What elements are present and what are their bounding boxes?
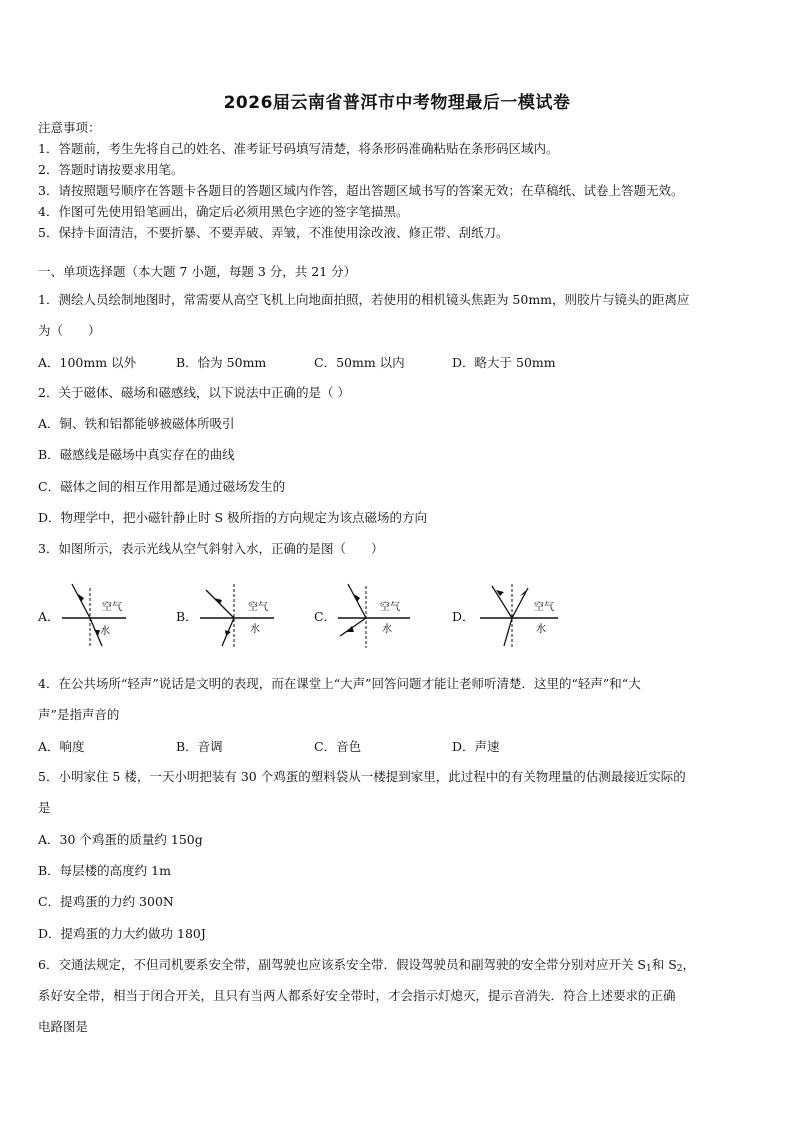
section-heading: 一、单项选择题（本大题 7 小题，每题 3 分，共 21 分）	[38, 264, 357, 279]
q5-option-a: A．30 个鸡蛋的质量约 150g	[38, 832, 203, 847]
question-1-stem: 1．测绘人员绘制地图时，常需要从高空飞机上向地面拍照，若使用的相机镜头焦距为 50mm，则胶片与镜头的距离应	[38, 292, 690, 307]
q4-option-c: C．音色	[314, 739, 362, 754]
q1-option-a: A．100mm 以外	[38, 355, 137, 370]
q4-option-d: D．声速	[452, 739, 500, 754]
q3-option-c-label: C．	[314, 609, 337, 624]
q3-option-a-label: A．	[38, 609, 60, 624]
q6-text-part1: 6．交通法规定，不但司机要系安全带，副驾驶也应该系安全带．假设驾驶员和副驾驶的安全带分别对应开关 S	[38, 957, 646, 972]
q3-diagram-b	[198, 580, 278, 650]
question-6-stem-cont: 系好安全带，相当于闭合开关，且只有当两人都系好安全带时，才会指示灯熄灭，提示音消失．符合上述要求的正确	[38, 988, 676, 1003]
q5-option-d: D．提鸡蛋的力大约做功 180J	[38, 926, 206, 941]
q3-diagram-d	[478, 580, 563, 650]
notice-item: 3．请按照题号顺序在答题卡各题目的答题区域内作答，超出答题区域书写的答案无效；在草稿纸、试卷上答题无效。	[38, 183, 684, 198]
q2-option-d: D．物理学中，把小磁针静止时 S 极所指的方向规定为该点磁场的方向	[38, 510, 428, 525]
notice-item: 4．作图可先使用铅笔画出，确定后必须用黑色字迹的签字笔描黑。	[38, 204, 409, 219]
q3-diagram-a	[60, 580, 135, 650]
q6-text-part3: ，	[682, 957, 696, 972]
question-5-stem-cont: 是	[38, 800, 51, 815]
question-6-stem-cont2: 电路图是	[38, 1019, 89, 1034]
q3-diagram-c	[336, 580, 416, 650]
q1-option-d: D．略大于 50mm	[452, 355, 556, 370]
question-3-stem: 3．如图所示，表示光线从空气斜射入水，正确的是图（ ）	[38, 541, 384, 556]
notice-heading: 注意事项：	[38, 120, 101, 135]
air-label: 空气	[534, 602, 554, 613]
page-title: 2026届云南省普洱市中考物理最后一模试卷	[223, 93, 571, 113]
q6-text-part2: 和 S	[651, 957, 677, 972]
question-4-stem: 4．在公共场所“轻声”说话是文明的表现，而在课堂上“大声”回答问题才能让老师听清楚．这里的“轻声”和“大	[38, 676, 641, 691]
q6-sub-2: 2	[676, 964, 683, 974]
q5-option-c: C．提鸡蛋的力约 300N	[38, 894, 174, 909]
q6-sub-1: 1	[646, 964, 652, 974]
q3-option-d-label: D．	[452, 609, 475, 624]
air-label: 空气	[102, 602, 122, 613]
question-4-stem-cont: 声”是指声音的	[38, 707, 120, 722]
water-label: 水	[382, 624, 392, 635]
water-label: 水	[100, 626, 110, 637]
q4-option-b: B．音调	[176, 739, 223, 754]
air-label: 空气	[380, 602, 400, 613]
q2-option-a: A．铜、铁和铝都能够被磁体所吸引	[38, 416, 235, 431]
question-2-stem: 2．关于磁体、磁场和磁感线，以下说法中正确的是（ ）	[38, 385, 350, 400]
q2-option-c: C．磁体之间的相互作用都是通过磁场发生的	[38, 479, 286, 494]
notice-item: 2．答题时请按要求用笔。	[38, 162, 184, 177]
notice-item: 5．保持卡面清洁，不要折暴、不要弄破、弄皱，不准使用涂改液、修正带、刮纸刀。	[38, 225, 509, 240]
q2-option-b: B．磁感线是磁场中真实存在的曲线	[38, 447, 235, 462]
q4-option-a: A．响度	[38, 739, 85, 754]
question-6-stem	[38, 957, 695, 977]
notice-item: 1．答题前，考生先将自己的姓名、准考证号码填写清楚，将条形码准确粘贴在条形码区域内。	[38, 141, 559, 156]
q3-option-b-label: B．	[176, 609, 198, 624]
q1-option-c: C．50mm 以内	[314, 355, 405, 370]
q5-option-b: B．每层楼的高度约 1m	[38, 863, 171, 878]
water-label: 水	[250, 624, 260, 635]
water-label: 水	[536, 624, 546, 635]
q1-option-b: B．恰为 50mm	[176, 355, 267, 370]
question-5-stem: 5．小明家住 5 楼，一天小明把装有 30 个鸡蛋的塑料袋从一楼提到家里，此过程中的有关物理量的估测最接近实际的	[38, 769, 686, 784]
air-label: 空气	[248, 602, 268, 613]
question-1-stem-cont: 为（ ）	[38, 323, 101, 338]
